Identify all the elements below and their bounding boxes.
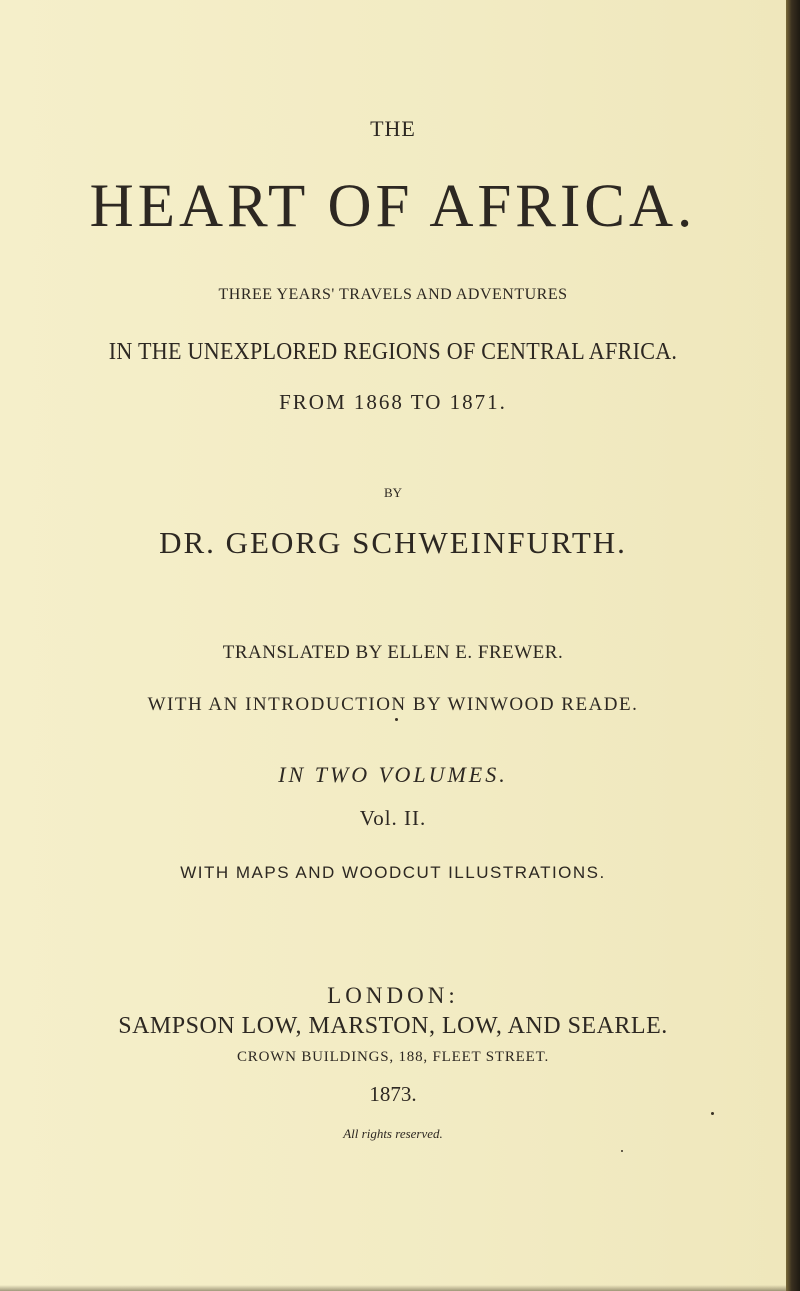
translator-credit: TRANSLATED BY ELLEN E. FREWER. xyxy=(222,642,564,663)
title-the: THE xyxy=(370,116,416,141)
main-title: HEART OF AFRICA. xyxy=(89,173,697,240)
imprint-address: CROWN BUILDINGS, 188, FLEET STREET. xyxy=(236,1049,550,1065)
book-spine xyxy=(786,0,800,1291)
paper-speck xyxy=(621,1150,623,1152)
imprint-year: 1873. xyxy=(369,1082,417,1106)
author-name: DR. GEORG SCHWEINFURTH. xyxy=(159,525,627,560)
subtitle-line-1: THREE YEARS' TRAVELS AND ADVENTURES xyxy=(218,286,568,303)
by-label: BY xyxy=(383,485,403,500)
paper-speck xyxy=(711,1112,714,1115)
imprint-city: LONDON: xyxy=(327,983,459,1008)
date-range: FROM 1868 TO 1871. xyxy=(279,390,507,414)
illustrations-note: WITH MAPS AND WOODCUT ILLUSTRATIONS. xyxy=(180,863,606,882)
volume-count: IN TWO VOLUMES. xyxy=(278,762,508,787)
subtitle-line-2: IN THE UNEXPLORED REGIONS OF CENTRAL AFRICA. xyxy=(108,339,678,365)
page-bottom-edge xyxy=(0,1285,786,1291)
rights-notice: All rights reserved. xyxy=(343,1126,443,1141)
imprint-publisher: SAMPSON LOW, MARSTON, LOW, AND SEARLE. xyxy=(118,1013,668,1039)
paper-speck xyxy=(395,718,398,721)
volume-number: Vol. II. xyxy=(359,806,427,830)
introduction-credit: WITH AN INTRODUCTION BY WINWOOD READE. xyxy=(147,694,639,715)
